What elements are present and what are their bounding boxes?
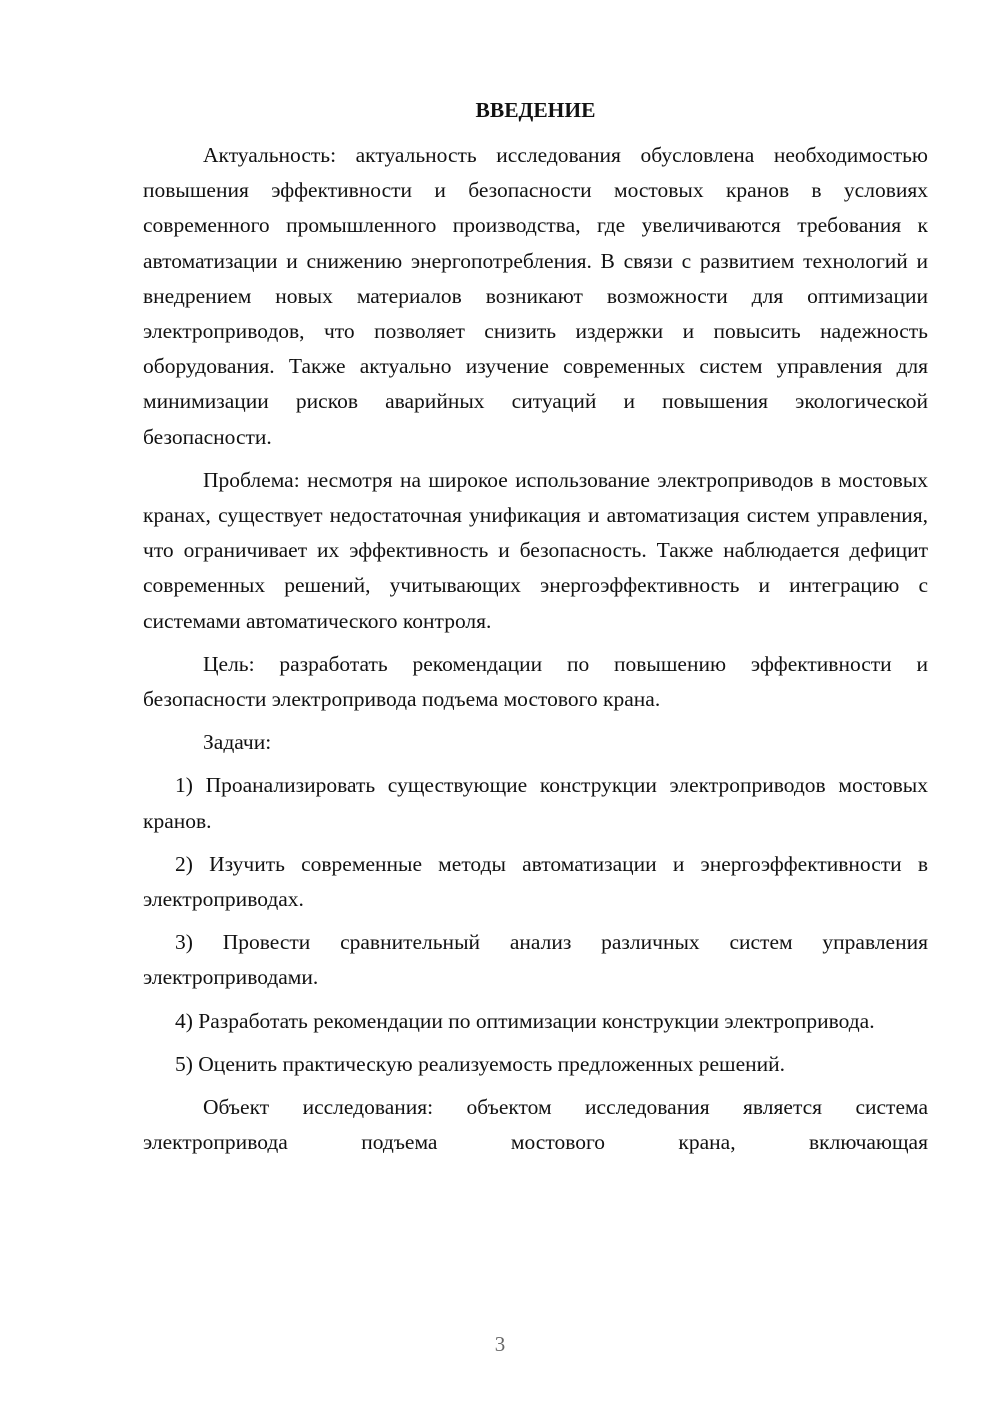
task-item: 1) Проанализировать существующие конструкции электроприводов мостовых кранов. bbox=[143, 773, 928, 833]
paragraph-goal: Цель: разработать рекомендации по повышению эффективности и безопасности электропривода подъема мостового крана. bbox=[143, 651, 928, 712]
tasks-heading: Задачи: bbox=[203, 730, 272, 755]
task-item: 5) Оценить практическую реализуемость предложенных решений. bbox=[175, 1051, 786, 1076]
task-item: 4) Разработать рекомендации по оптимизации конструкции электропривода. bbox=[175, 1008, 875, 1033]
page-number: 3 bbox=[494, 1332, 506, 1356]
paragraph-problem: Проблема: несмотря на широкое использование электроприводов в мостовых кранах, существует недостаточная унификация и автоматизация систем управления, что ограничивает их эффективность и безопасность. Также наблюдается дефицит современных решений, учитывающих энергоэффективность и интеграцию с системами автоматического контроля. bbox=[143, 467, 928, 633]
task-item: 3) Провести сравнительный анализ различных систем управления электроприводами. bbox=[143, 930, 928, 990]
section-title: ВВЕДЕНИЕ bbox=[475, 98, 596, 122]
paragraph-object: Объект исследования: объектом исследования является система электропривода подъема мостового крана, включающая bbox=[143, 1095, 928, 1155]
task-item: 2) Изучить современные методы автоматизации и энергоэффективности в электроприводах. bbox=[143, 851, 928, 912]
document-page bbox=[143, 92, 928, 1160]
tasks-list bbox=[143, 768, 928, 1082]
paragraph-relevance: Актуальность: актуальность исследования обусловлена необходимостью повышения эффективности и безопасности мостовых кранов в условиях современного промышленного производства, где увеличиваются требования к автоматизации и снижению энергопотребления. В связи с развитием технологий и внедрением новых материалов возникают возможности для оптимизации электроприводов, что позволяет снизить издержки и повысить надежность оборудования. Также актуально изучение современных систем управления для минимизации рисков аварийных ситуаций и повышения экологической безопасности. bbox=[143, 143, 928, 449]
